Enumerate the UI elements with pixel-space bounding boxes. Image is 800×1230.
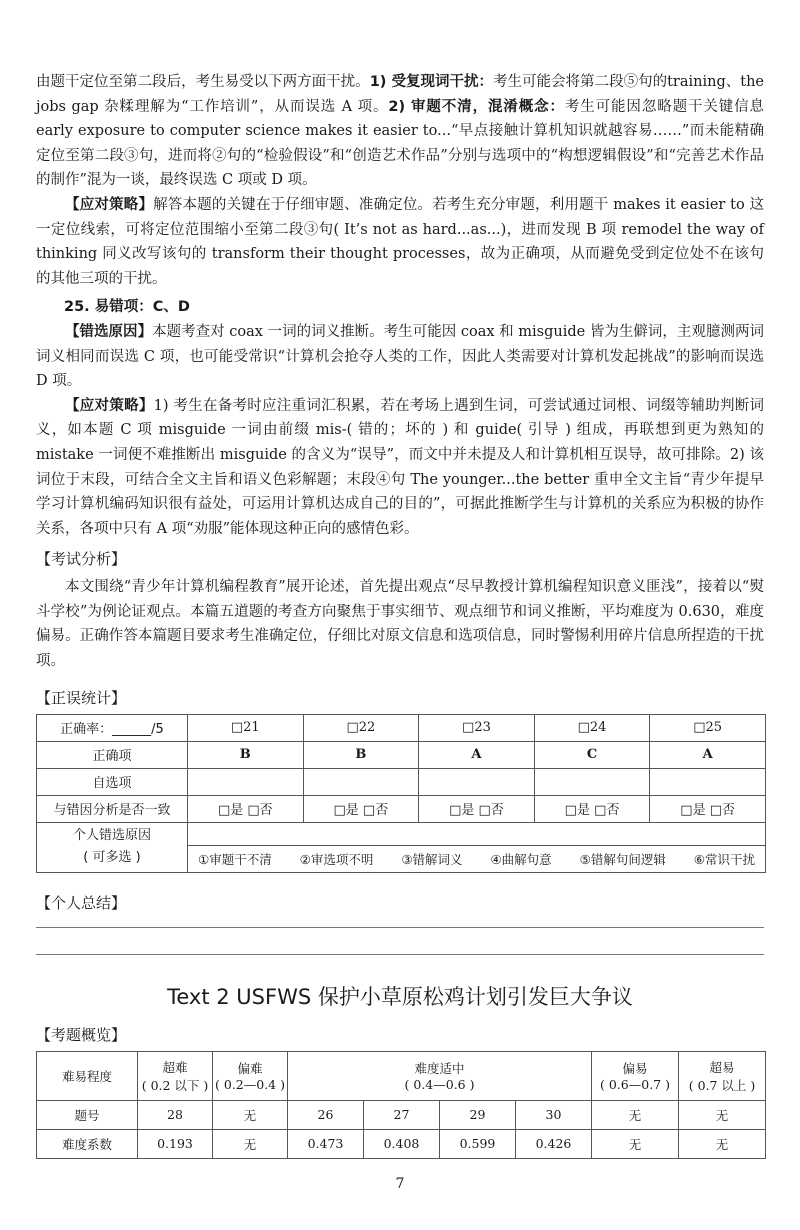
q25-heading: 25. 易错项：C、D xyxy=(64,299,190,316)
strategy-text: 解答本题的关键在于仔细审题、准确定位。若考生充分审题，利用题干 makes it easier to 这一定位线索，可将定位范围缩小至第二段③句( It’s not as hard...as...)，进而发现 B 项 remodel the way of thinking 同义改写该句的 transform their thought processes，故为正确项，从而避免受到定位处不在该句的其他三项的干扰。 xyxy=(36,196,765,287)
table-row xyxy=(37,1129,766,1158)
reason-label-line2: ( 可多选 ) xyxy=(83,850,141,866)
para1-intro: 由题干定位至第二段后，考生易受以下两方面干扰。 xyxy=(36,74,370,90)
reason-option[interactable]: ③错解词义 xyxy=(401,851,463,867)
answer-cell: A xyxy=(650,741,766,768)
self-choice-label: 自选项 xyxy=(37,768,188,795)
question-checkbox[interactable]: □24 xyxy=(534,714,650,741)
table-row xyxy=(37,1051,766,1100)
number-cell: 28 xyxy=(138,1100,213,1129)
reason-option[interactable]: ④曲解句意 xyxy=(490,851,552,867)
reason-option[interactable]: ⑥常识干扰 xyxy=(693,851,755,867)
number-cell: 27 xyxy=(364,1100,440,1129)
difficulty-table xyxy=(36,1051,766,1159)
table-row xyxy=(37,741,766,768)
analysis-title: 【考试分析】 xyxy=(36,550,127,569)
coef-cell: 0.599 xyxy=(440,1129,516,1158)
row-label: 题号 xyxy=(37,1100,138,1129)
coef-cell: 0.473 xyxy=(288,1129,364,1158)
table-row xyxy=(37,768,766,795)
consistent-label: 与错因分析是否一致 xyxy=(37,795,188,822)
self-choice-cell[interactable] xyxy=(534,768,650,795)
coef-cell: 0.408 xyxy=(364,1129,440,1158)
number-cell: 无 xyxy=(213,1100,288,1129)
paragraph-q25-strategy xyxy=(36,394,764,542)
accuracy-cell[interactable]: 正确率：______/5 xyxy=(37,714,188,741)
yes-no-checkbox[interactable]: □是 □否 xyxy=(419,795,535,822)
number-cell: 26 xyxy=(288,1100,364,1129)
stats-title: 【正误统计】 xyxy=(36,688,127,707)
number-cell: 无 xyxy=(592,1100,679,1129)
level-range: ( 0.2 以下 ) xyxy=(141,1077,209,1093)
number-cell: 无 xyxy=(679,1100,766,1129)
question-checkbox[interactable]: □25 xyxy=(650,714,766,741)
coef-cell: 无 xyxy=(679,1129,766,1158)
yes-no-checkbox[interactable]: □是 □否 xyxy=(650,795,766,822)
reason-option[interactable]: ①审题干不清 xyxy=(198,851,272,867)
coef-cell: 无 xyxy=(213,1129,288,1158)
level-cell xyxy=(288,1051,592,1100)
self-choice-cell[interactable] xyxy=(188,768,304,795)
row-label: 难度系数 xyxy=(37,1129,138,1158)
answer-cell: A xyxy=(419,741,535,768)
paragraph-q24-strategy xyxy=(36,193,764,291)
reason-options xyxy=(188,845,766,872)
para1-point1-heading: 1) 受复现词干扰： xyxy=(369,74,494,90)
level-cell xyxy=(679,1051,766,1100)
self-choice-cell[interactable] xyxy=(419,768,535,795)
para1-point1-text: 考生可能会将第二段⑤句的training、the jobs gap 杂糅理解为“工作培训”，从而误选 A 项。 xyxy=(36,74,765,115)
answer-label: 正确项 xyxy=(37,741,188,768)
question-checkbox[interactable]: □23 xyxy=(419,714,535,741)
answer-cell: B xyxy=(303,741,419,768)
para1-point2-text: 考生可能因忽略题干关键信息 early exposure to computer science makes it easier to...“早点接触计算机知识就越容易……”而未能精确定位至第二段③句，进而将②句的“检验假设”和“创造艺术作品”分别与选项中的“构想逻辑假设”和“完善艺术作品的制作”混为一谈，最终误选 C 项或 D 项。 xyxy=(36,98,765,189)
paragraph-q25-reason xyxy=(36,320,764,394)
level-cell xyxy=(213,1051,288,1100)
summary-line[interactable] xyxy=(36,927,764,928)
reason-label: 【错选原因】 xyxy=(65,323,153,340)
yes-no-checkbox[interactable]: □是 □否 xyxy=(188,795,304,822)
self-choice-cell[interactable] xyxy=(650,768,766,795)
level-range: ( 0.2—0.4 ) xyxy=(215,1077,285,1093)
level-cell xyxy=(138,1051,213,1100)
table-row xyxy=(37,822,766,845)
reason-option[interactable]: ②审选项不明 xyxy=(299,851,374,867)
summary-title: 【个人总结】 xyxy=(36,893,127,912)
strategy-label: 【应对策略】 xyxy=(65,196,154,213)
question-checkbox[interactable]: □22 xyxy=(303,714,419,741)
question-checkbox[interactable]: □21 xyxy=(188,714,304,741)
level-name: 偏易 xyxy=(622,1061,648,1077)
reason-label-line1: 个人错选原因 xyxy=(72,828,151,844)
number-cell: 30 xyxy=(516,1100,592,1129)
page-number: 7 xyxy=(395,1176,405,1192)
table-row xyxy=(37,795,766,822)
coef-cell: 无 xyxy=(592,1129,679,1158)
answer-cell: B xyxy=(188,741,304,768)
reason-text: 本题考查对 coax 一词的词义推断。考生可能因 coax 和 misguide 皆为生僻词，主观臆测两词词义相同而误选 C 项，也可能受常识“计算机会抢夺人类的工作，因此人类需要对计算机发起挑战”的影响而误选 D 项。 xyxy=(36,323,764,390)
reason-blank[interactable] xyxy=(188,822,766,845)
reason-option[interactable]: ⑤错解句间逻辑 xyxy=(579,851,666,867)
strategy-label-2: 【应对策略】 xyxy=(65,397,154,414)
level-name: 偏难 xyxy=(237,1061,263,1077)
row-label: 难易程度 xyxy=(37,1051,138,1100)
analysis-text: 本文围绕“青少年计算机编程教育”展开论述，首先提出观点“尽早教授计算机编程知识意义匪浅”，接着以“熨斗学校”为例论证观点。本篇五道题的考查方向聚焦于事实细节、观点细节和词义推断，平均难度为 0.630，难度偏易。正确作答本篇题目要求考生准确定位，仔细比对原文信息和选项信息，同时警惕利用碎片信息所捏造的干扰项。 xyxy=(36,579,764,670)
page-content xyxy=(36,70,764,1159)
level-range: ( 0.6—0.7 ) xyxy=(600,1077,670,1093)
stats-table xyxy=(36,714,766,873)
para1-point2-heading: 2) 审题不清，混淆概念： xyxy=(388,98,565,115)
level-name: 超难 xyxy=(162,1059,188,1075)
text2-title: Text 2 USFWS 保护小草原松鸡计划引发巨大争议 xyxy=(167,984,633,1009)
yes-no-checkbox[interactable]: □是 □否 xyxy=(303,795,419,822)
self-choice-cell[interactable] xyxy=(303,768,419,795)
number-cell: 29 xyxy=(440,1100,516,1129)
answer-cell: C xyxy=(534,741,650,768)
reason-label-cell xyxy=(37,822,188,872)
level-name: 难度适中 xyxy=(414,1061,465,1077)
level-name: 超易 xyxy=(709,1059,735,1075)
table-row xyxy=(37,1100,766,1129)
strategy-text-2: 1) 考生在备考时应注重词汇积累，若在考场上遇到生词，可尝试通过词根、词缀等辅助判断词义，如本题 C 项 misguide 一词由前缀 mis-( 错的；坏的 ) 和 guide( 引导 ) 组成，再联想到更为熟知的 mistake 一词便不难推断出 misguide 的含义为“误导”，而文中并未提及人和计算机相互误导，故可排除。2) 该词位于末段，可结合全文主旨和语义色彩解题；末段④句 The younger...the better 重申全文主旨“青少年提早学习计算机编码知识很有益处，可运用计算机达成自己的目的”，可据此推断学生与计算机的关系应为积极的协作关系，各项中只有 A 项“劝服”能体现这种正向的感情色彩。 xyxy=(36,397,764,537)
paragraph-q24-distractors xyxy=(36,70,764,193)
coef-cell: 0.193 xyxy=(138,1129,213,1158)
level-range: ( 0.7 以上 ) xyxy=(688,1077,756,1093)
overview-title: 【考题概览】 xyxy=(36,1025,127,1044)
level-cell xyxy=(592,1051,679,1100)
table-row xyxy=(37,714,766,741)
coef-cell: 0.426 xyxy=(516,1129,592,1158)
summary-line[interactable] xyxy=(36,954,764,955)
level-range: ( 0.4—0.6 ) xyxy=(404,1077,475,1093)
yes-no-checkbox[interactable]: □是 □否 xyxy=(534,795,650,822)
